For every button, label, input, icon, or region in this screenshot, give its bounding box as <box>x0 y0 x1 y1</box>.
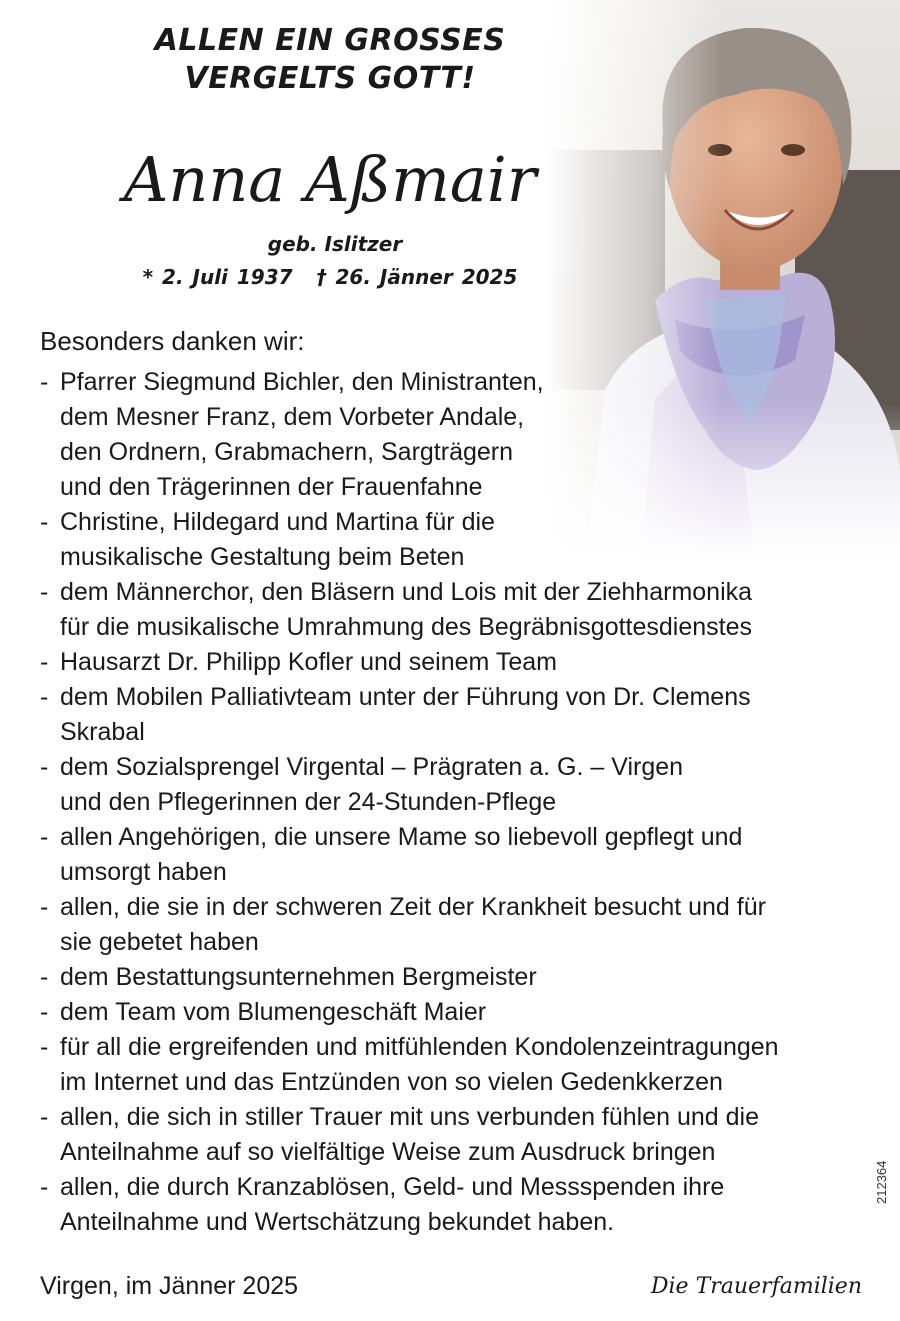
place-date: Virgen, im Jänner 2025 <box>40 1272 299 1300</box>
thanks-item-line: und den Pflegerinnen der 24-Stunden-Pflege <box>60 788 557 816</box>
thanks-item-line: - allen, die sie in der schweren Zeit der Krankheit besucht und für <box>60 893 766 921</box>
thanks-item <box>40 890 875 960</box>
thanks-item-line: musikalische Gestaltung beim Beten <box>60 543 465 571</box>
thanks-item-line: - dem Männerchor, den Bläsern und Lois mit der Ziehharmonika <box>60 578 753 606</box>
thanks-item <box>40 1170 875 1240</box>
birth-date: * 2. Juli 1937 <box>142 265 293 289</box>
death-date: † 26. Jänner 2025 <box>316 265 518 289</box>
birth-name: geb. Islitzer <box>267 232 403 256</box>
thanks-item <box>40 1100 875 1170</box>
thanks-item-line: den Ordnern, Grabmachern, Sargträgern <box>60 438 514 466</box>
thanks-item-line: - dem Bestattungsunternehmen Bergmeister <box>60 963 537 991</box>
thanks-item-line: - für all die ergreifenden und mitfühlenden Kondolenzeintragungen <box>60 1033 779 1061</box>
ad-code: 212364 <box>874 1160 889 1204</box>
thanks-item <box>40 505 875 575</box>
headline-line-2: VERGELTS GOTT! <box>184 61 476 96</box>
thanks-item-line: für die musikalische Umrahmung des Begräbnisgottesdienstes <box>60 613 753 641</box>
thanks-item-line: im Internet und das Entzünden von so vielen Gedenkkerzen <box>60 1068 723 1096</box>
thanks-list <box>40 365 875 1240</box>
thanks-intro: Besonders danken wir: <box>40 326 305 356</box>
thanks-item-line: - dem Sozialsprengel Virgental – Prägraten a. G. – Virgen <box>60 753 684 781</box>
thanks-item-line: - Hausarzt Dr. Philipp Kofler und seinem Team <box>60 648 557 676</box>
thanks-item <box>40 1030 875 1100</box>
thanks-item-line: Anteilnahme auf so vielfältige Weise zum Ausdruck bringen <box>60 1138 716 1166</box>
headline-line-1: ALLEN EIN GROSSES <box>154 23 506 58</box>
thanks-item-line: dem Mesner Franz, dem Vorbeter Andale, <box>60 403 525 431</box>
thanks-item-line: - allen, die sich in stiller Trauer mit uns verbunden fühlen und die <box>60 1103 760 1131</box>
thanks-item-line: - allen Angehörigen, die unsere Mame so liebevoll gepflegt und <box>60 823 743 851</box>
thanks-item-line: - allen, die durch Kranzablösen, Geld- und Messspenden ihre <box>60 1173 725 1201</box>
thanks-item <box>40 750 875 820</box>
thanks-item-line: sie gebetet haben <box>60 928 259 956</box>
thanks-item-line: Skrabal <box>60 718 145 746</box>
thanks-item <box>40 575 875 645</box>
thanks-item <box>40 960 875 995</box>
thanks-item-line: - dem Mobilen Palliativteam unter der Führung von Dr. Clemens <box>60 683 751 711</box>
thanks-item-line: - Pfarrer Siegmund Bichler, den Ministranten, <box>60 368 544 396</box>
thanks-item <box>40 645 875 680</box>
thanks-item <box>40 820 875 890</box>
headline <box>120 22 540 98</box>
life-dates <box>80 262 580 292</box>
thanks-item <box>40 365 875 505</box>
thanks-item-line: und den Trägerinnen der Frauenfahne <box>60 473 483 501</box>
thanks-item-line: umsorgt haben <box>60 858 227 886</box>
thanks-item-line: - Christine, Hildegard und Martina für die <box>60 508 495 536</box>
thanks-item-line: Anteilnahme und Wertschätzung bekundet haben. <box>60 1208 615 1236</box>
thanks-item-line: - dem Team vom Blumengeschäft Maier <box>60 998 487 1026</box>
signature: Die Trauerfamilien <box>650 1274 862 1299</box>
thanks-item <box>40 680 875 750</box>
deceased-name: Anna Aßmair <box>123 143 537 216</box>
thanks-item <box>40 995 875 1030</box>
